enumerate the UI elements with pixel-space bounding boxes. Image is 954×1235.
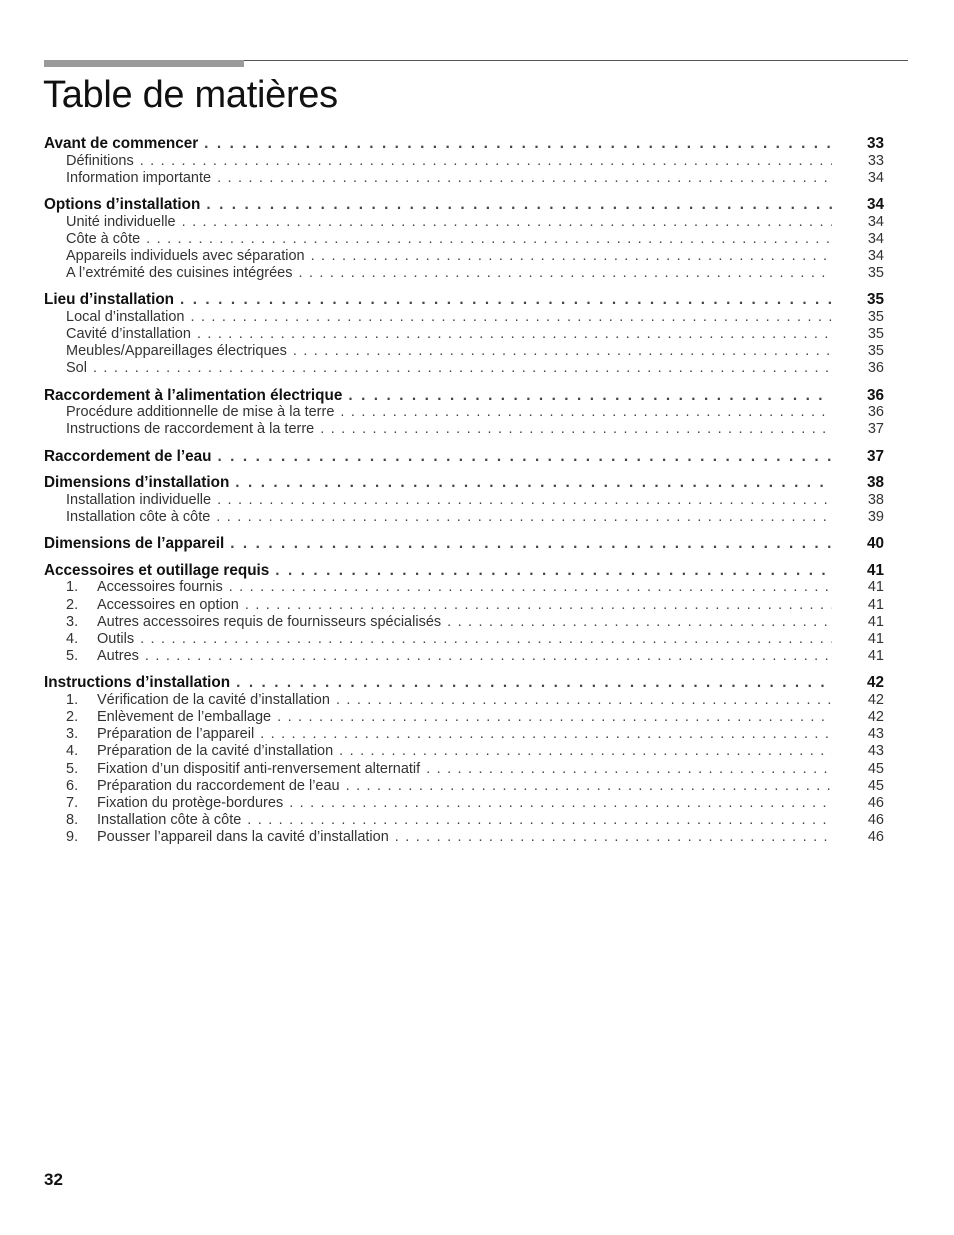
toc-subentry-number: 9. [66, 829, 79, 846]
toc-subentry-number: 4. [66, 743, 79, 760]
dot-leader [229, 579, 832, 596]
dot-leader [217, 170, 832, 187]
toc-section-entry[interactable] [44, 674, 884, 692]
dot-leader [140, 631, 832, 648]
toc-subentry-title: Outils [97, 630, 135, 647]
header-accent-bar [44, 60, 244, 67]
toc-subentry[interactable] [44, 761, 884, 778]
toc-subentry-title: Installation côte à côte [66, 509, 211, 525]
toc-subentry-page: 34 [867, 169, 884, 186]
toc-section [44, 291, 884, 377]
toc-subentry-title: Fixation du protège-bordures [97, 795, 284, 812]
toc-subentry-page: 45 [867, 777, 884, 794]
dot-leader [206, 196, 832, 214]
toc-section [44, 387, 884, 439]
toc-section-entry[interactable] [44, 196, 884, 214]
dot-leader [293, 343, 832, 360]
toc-subentry-page: 36 [867, 404, 884, 421]
toc-subentry-title: Appareils individuels avec séparation [66, 247, 305, 264]
toc-subentry-number: 5. [66, 760, 79, 777]
toc-subentry[interactable] [44, 248, 884, 265]
toc-subentry-page: 35 [867, 265, 884, 282]
toc-section-page: 37 [866, 447, 884, 465]
toc-section-entry[interactable] [44, 448, 884, 466]
toc-section-title: Avant de commencer [44, 135, 199, 152]
toc-section-page: 40 [866, 535, 884, 553]
toc-section-entry[interactable] [44, 474, 884, 492]
toc-subentry[interactable] [44, 343, 884, 360]
toc-section-page: 36 [866, 386, 884, 404]
dot-leader [426, 761, 832, 778]
dot-leader [191, 309, 833, 326]
dot-leader [217, 492, 832, 509]
dot-leader [320, 421, 832, 438]
toc-section-page: 34 [866, 195, 884, 213]
toc-subentry[interactable] [44, 214, 884, 231]
toc-subentry-page: 43 [867, 743, 884, 760]
toc-subentry-title: Installation côte à côte [97, 812, 242, 829]
toc-subentry-title: Sol [66, 360, 87, 377]
toc-subentry[interactable] [44, 309, 884, 326]
toc-subentry[interactable] [44, 404, 884, 421]
dot-leader [236, 674, 832, 692]
dot-leader [311, 248, 832, 265]
toc-subentry-title: Meubles/Appareillages électriques [66, 343, 287, 360]
toc-subentry-number: 7. [66, 795, 79, 812]
toc-subentry[interactable] [44, 170, 884, 187]
dot-leader [260, 726, 832, 743]
toc-subentry-title: Fixation d’un dispositif anti-renversement alternatif [97, 760, 421, 777]
toc-section-entry[interactable] [44, 291, 884, 309]
dot-leader [346, 778, 832, 795]
toc-section-title: Raccordement à l’alimentation électrique [44, 386, 343, 404]
dot-leader [245, 597, 832, 614]
toc-subentry-title: Autres [97, 648, 139, 665]
toc-subentry-number: 4. [66, 630, 79, 647]
dot-leader [395, 829, 832, 846]
toc-subentry[interactable] [44, 153, 884, 170]
toc-subentry-title: Instructions de raccordement à la terre [66, 421, 315, 438]
toc-section-title: Instructions d’installation [44, 674, 231, 692]
toc-subentry-page: 39 [867, 509, 884, 525]
toc-subentry[interactable] [44, 360, 884, 377]
dot-leader [145, 648, 832, 665]
dot-leader [275, 562, 832, 580]
table-of-contents [44, 135, 884, 856]
toc-subentry[interactable] [44, 743, 884, 760]
toc-subentry-number: 1. [66, 691, 79, 708]
toc-section-title: Raccordement de l’eau [44, 447, 212, 465]
toc-subentry[interactable] [44, 812, 884, 829]
dot-leader [182, 214, 832, 231]
toc-section-title: Accessoires et outillage requis [44, 561, 270, 579]
toc-section-entry[interactable] [44, 135, 884, 153]
toc-subentry-number: 1. [66, 579, 79, 596]
toc-section [44, 196, 884, 282]
toc-section-page: 35 [866, 291, 884, 309]
toc-subentry-title: Information importante [66, 169, 212, 186]
dot-leader [146, 231, 832, 248]
toc-subentry-title: Cavité d’installation [66, 326, 191, 343]
toc-subentry[interactable] [44, 265, 884, 282]
toc-subentry-number: 3. [66, 726, 79, 743]
toc-subentry[interactable] [44, 597, 884, 614]
toc-subentry[interactable] [44, 648, 884, 665]
dot-leader [340, 404, 832, 421]
dot-leader [289, 795, 832, 812]
toc-section-title: Dimensions de l’appareil [44, 535, 225, 553]
toc-subentry-title: Procédure additionnelle de mise à la terre [66, 404, 335, 421]
dot-leader [447, 614, 832, 631]
toc-subentry-page: 36 [867, 360, 884, 377]
toc-subentry[interactable] [44, 579, 884, 596]
toc-subentry[interactable] [44, 709, 884, 726]
toc-subentry-page: 37 [867, 421, 884, 438]
toc-subentry[interactable] [44, 778, 884, 795]
dot-leader [235, 474, 832, 492]
toc-subentry-number: 6. [66, 777, 79, 794]
toc-subentry-title: Unité individuelle [66, 213, 176, 230]
toc-subentry-page: 46 [867, 812, 884, 829]
toc-subentry-title: Installation individuelle [66, 491, 212, 508]
dot-leader [197, 326, 832, 343]
dot-leader [277, 709, 832, 726]
toc-subentry-page: 41 [867, 648, 884, 665]
toc-subentry[interactable] [44, 795, 884, 812]
toc-subentry-number: 2. [66, 709, 79, 726]
toc-subentry[interactable] [44, 421, 884, 438]
toc-subentry[interactable] [44, 492, 884, 509]
page-number: 32 [44, 1170, 63, 1189]
toc-section-page: 41 [866, 561, 884, 579]
toc-subentry[interactable] [44, 692, 884, 709]
page-title: Table de matières [43, 74, 338, 116]
toc-subentry-number: 2. [66, 596, 79, 613]
toc-subentry-title: Pousser l’appareil dans la cavité d’installation [97, 829, 389, 846]
toc-subentry-title: Accessoires en option [97, 596, 239, 613]
toc-subentry-title: Autres accessoires requis de fournisseurs spécialisés [97, 613, 442, 630]
toc-section-entry[interactable] [44, 562, 884, 580]
toc-section-entry[interactable] [44, 535, 884, 553]
toc-subentry-page: 46 [867, 829, 884, 846]
toc-section-title: Lieu d’installation [44, 291, 175, 309]
toc-subentry-title: Préparation de la cavité d’installation [97, 743, 334, 760]
toc-subentry-title: Définitions [66, 152, 134, 169]
toc-section-title: Options d’installation [44, 195, 201, 213]
toc-subentry-title: Préparation du raccordement de l’eau [97, 777, 340, 794]
dot-leader [348, 387, 832, 405]
toc-subentry[interactable] [44, 631, 884, 648]
toc-subentry-title: A l’extrémité des cuisines intégrées [66, 265, 293, 282]
toc-subentry-page: 45 [867, 760, 884, 777]
toc-section [44, 474, 884, 526]
toc-subentry[interactable] [44, 231, 884, 248]
toc-subentry-page: 43 [867, 726, 884, 743]
toc-section-title: Dimensions d’installation [44, 474, 230, 492]
toc-subentry-title: Côte à côte [66, 230, 141, 247]
toc-subentry-page: 33 [867, 152, 884, 169]
dot-leader [204, 135, 832, 153]
toc-subentry[interactable] [44, 509, 884, 526]
toc-subentry-title: Local d’installation [66, 308, 185, 325]
dot-leader [140, 153, 832, 170]
toc-section-page: 38 [866, 474, 884, 492]
dot-leader [180, 291, 832, 309]
toc-subentry[interactable] [44, 614, 884, 631]
toc-section [44, 562, 884, 666]
toc-subentry-page: 41 [867, 596, 884, 613]
toc-subentry-page: 46 [867, 795, 884, 812]
toc-subentry-title: Préparation de l’appareil [97, 726, 255, 743]
toc-subentry-page: 35 [867, 343, 884, 360]
dot-leader [339, 743, 832, 760]
toc-subentry-page: 42 [867, 709, 884, 726]
toc-subentry[interactable] [44, 726, 884, 743]
toc-section-page: 42 [866, 674, 884, 692]
toc-subentry-page: 38 [867, 491, 884, 508]
dot-leader [298, 265, 832, 282]
toc-subentry-page: 41 [867, 630, 884, 647]
toc-subentry-page: 35 [867, 308, 884, 325]
toc-subentry-page: 34 [867, 213, 884, 230]
toc-subentry-number: 5. [66, 648, 79, 665]
dot-leader [217, 448, 832, 466]
toc-subentry-title: Accessoires fournis [97, 579, 223, 596]
toc-subentry-page: 42 [867, 691, 884, 708]
dot-leader [247, 812, 832, 829]
toc-section-page: 33 [866, 135, 884, 152]
toc-section [44, 674, 884, 846]
toc-subentry-title: Vérification de la cavité d’installation [97, 691, 330, 708]
toc-subentry-page: 41 [867, 579, 884, 596]
toc-subentry-page: 35 [867, 326, 884, 343]
toc-subentry-page: 41 [867, 613, 884, 630]
toc-section [44, 535, 884, 553]
toc-section-entry[interactable] [44, 387, 884, 405]
toc-subentry-number: 3. [66, 613, 79, 630]
toc-subentry-title: Enlèvement de l’emballage [97, 709, 272, 726]
dot-leader [230, 535, 832, 553]
toc-section [44, 135, 884, 187]
dot-leader [216, 509, 832, 526]
toc-subentry-number: 8. [66, 812, 79, 829]
toc-section [44, 448, 884, 466]
toc-subentry[interactable] [44, 829, 884, 846]
dot-leader [93, 360, 832, 377]
dot-leader [336, 692, 832, 709]
toc-subentry-page: 34 [867, 247, 884, 264]
toc-subentry-page: 34 [867, 230, 884, 247]
toc-subentry[interactable] [44, 326, 884, 343]
